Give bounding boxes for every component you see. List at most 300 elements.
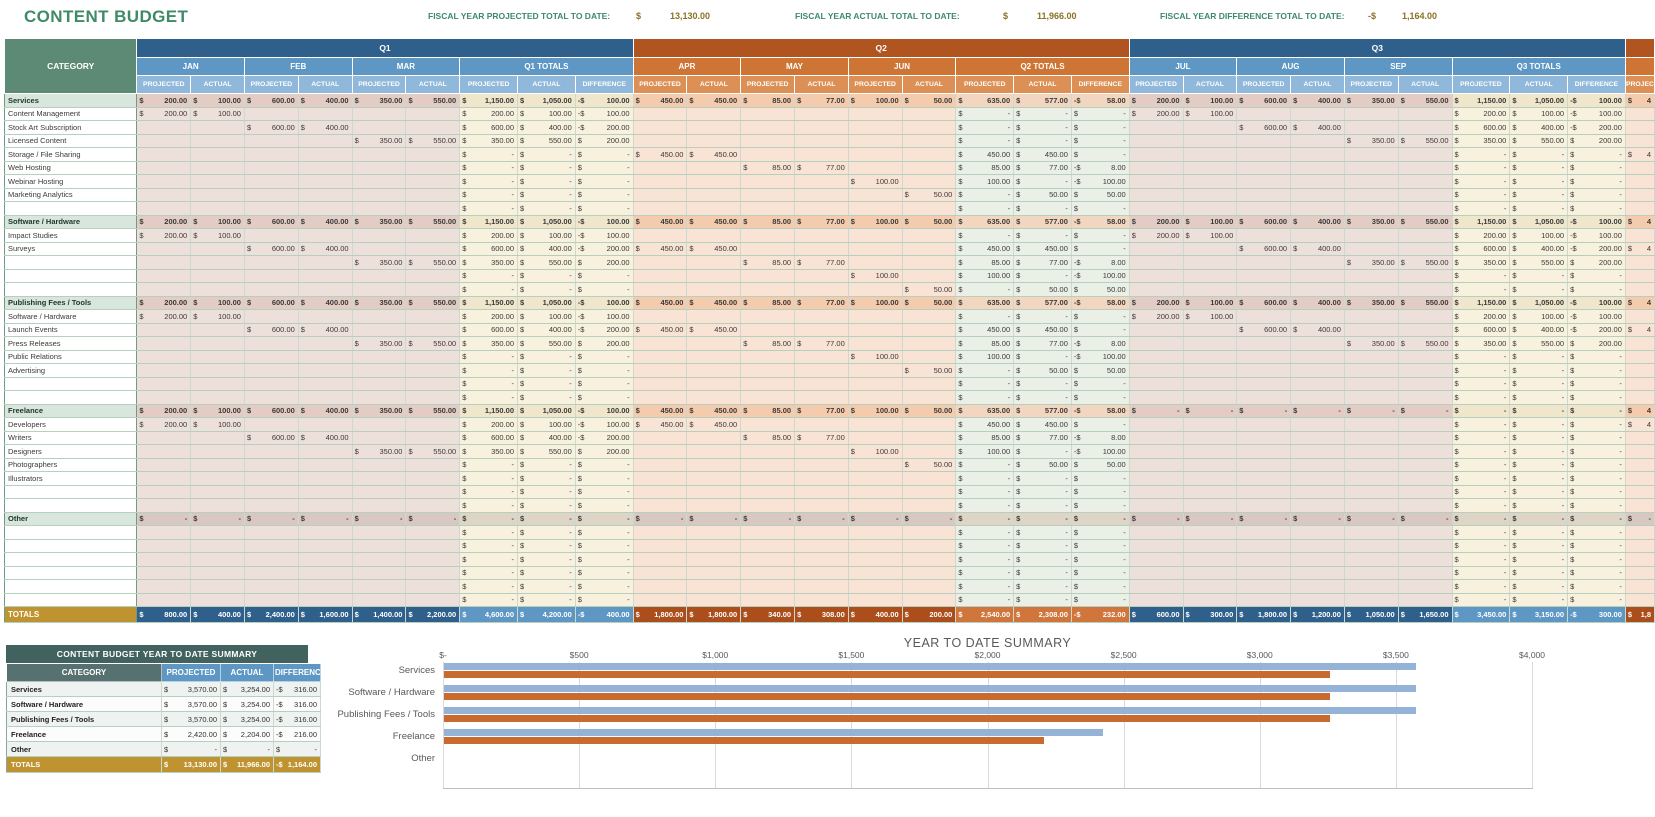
data-cell[interactable] bbox=[1398, 485, 1452, 499]
data-cell[interactable] bbox=[1398, 445, 1452, 459]
data-cell[interactable] bbox=[1183, 431, 1237, 445]
data-cell[interactable] bbox=[1398, 188, 1452, 202]
data-cell[interactable]: $ 1,8 bbox=[1625, 607, 1654, 623]
data-cell[interactable] bbox=[687, 188, 741, 202]
data-cell[interactable]: $ 4 bbox=[1625, 148, 1654, 162]
data-cell[interactable]: $ - bbox=[1291, 512, 1345, 526]
data-cell[interactable]: $ - bbox=[1568, 404, 1626, 418]
data-cell[interactable] bbox=[902, 485, 956, 499]
data-cell[interactable] bbox=[1237, 377, 1291, 391]
data-cell[interactable] bbox=[902, 269, 956, 283]
data-cell[interactable] bbox=[352, 148, 406, 162]
data-cell[interactable]: $ 600.00 bbox=[1237, 242, 1291, 256]
data-cell[interactable]: $ 550.00 bbox=[406, 256, 460, 270]
data-cell[interactable] bbox=[1344, 202, 1398, 216]
data-cell[interactable] bbox=[848, 431, 902, 445]
data-cell[interactable] bbox=[633, 350, 687, 364]
data-cell[interactable]: $ 635.00 bbox=[956, 404, 1014, 418]
data-cell[interactable]: $ 100.00 bbox=[1183, 310, 1237, 324]
data-cell[interactable]: $ - bbox=[575, 580, 633, 594]
data-cell[interactable]: $ - bbox=[1452, 566, 1510, 580]
data-cell[interactable] bbox=[1344, 377, 1398, 391]
data-cell[interactable] bbox=[244, 580, 298, 594]
data-cell[interactable]: $ 77.00 bbox=[1014, 256, 1072, 270]
data-cell[interactable]: $ - bbox=[1568, 553, 1626, 567]
data-cell[interactable] bbox=[352, 188, 406, 202]
data-cell[interactable] bbox=[298, 175, 352, 189]
data-cell[interactable] bbox=[1398, 202, 1452, 216]
data-cell[interactable] bbox=[191, 566, 245, 580]
data-cell[interactable] bbox=[352, 539, 406, 553]
data-cell[interactable]: $ 200.00 bbox=[137, 404, 191, 418]
data-cell[interactable]: $ 100.00 bbox=[956, 175, 1014, 189]
data-cell[interactable]: $ 1,150.00 bbox=[1452, 94, 1510, 108]
data-cell[interactable] bbox=[1625, 431, 1654, 445]
data-cell[interactable]: $ - bbox=[575, 539, 633, 553]
data-cell[interactable]: $ - bbox=[460, 283, 518, 297]
data-cell[interactable] bbox=[848, 539, 902, 553]
data-cell[interactable]: -$ 100.00 bbox=[1568, 296, 1626, 310]
subcolumn-header[interactable]: PROJECTED bbox=[1129, 76, 1183, 94]
data-cell[interactable] bbox=[741, 539, 795, 553]
data-cell[interactable] bbox=[1291, 472, 1345, 486]
month-header-partial[interactable] bbox=[1625, 58, 1654, 76]
data-cell[interactable]: $ 77.00 bbox=[795, 296, 849, 310]
data-cell[interactable] bbox=[137, 337, 191, 351]
data-cell[interactable] bbox=[741, 566, 795, 580]
data-cell[interactable] bbox=[298, 566, 352, 580]
data-cell[interactable] bbox=[848, 418, 902, 432]
data-cell[interactable] bbox=[1237, 256, 1291, 270]
data-cell[interactable] bbox=[352, 377, 406, 391]
data-cell[interactable] bbox=[352, 566, 406, 580]
data-cell[interactable] bbox=[902, 323, 956, 337]
data-cell[interactable] bbox=[1625, 391, 1654, 405]
data-cell[interactable] bbox=[1344, 458, 1398, 472]
data-cell[interactable] bbox=[406, 310, 460, 324]
data-cell[interactable]: $ 50.00 bbox=[1071, 458, 1129, 472]
data-cell[interactable] bbox=[1625, 310, 1654, 324]
data-cell[interactable] bbox=[1625, 580, 1654, 594]
data-cell[interactable] bbox=[902, 377, 956, 391]
data-cell[interactable] bbox=[848, 188, 902, 202]
data-cell[interactable]: $ 200.00 bbox=[1568, 134, 1626, 148]
data-cell[interactable]: $ - bbox=[1568, 593, 1626, 607]
data-cell[interactable]: -$ 100.00 bbox=[575, 404, 633, 418]
data-cell[interactable]: $ - bbox=[1014, 377, 1072, 391]
data-cell[interactable]: $ 800.00 bbox=[137, 607, 191, 623]
data-cell[interactable]: -$ 300.00 bbox=[1568, 607, 1626, 623]
data-cell[interactable] bbox=[687, 539, 741, 553]
data-cell[interactable]: $ 600.00 bbox=[244, 296, 298, 310]
data-cell[interactable]: $ 350.00 bbox=[352, 215, 406, 229]
data-cell[interactable] bbox=[1291, 161, 1345, 175]
data-cell[interactable] bbox=[1129, 458, 1183, 472]
data-cell[interactable]: $ 550.00 bbox=[1398, 134, 1452, 148]
subcolumn-header[interactable]: PROJECTED bbox=[137, 76, 191, 94]
data-cell[interactable] bbox=[687, 458, 741, 472]
data-cell[interactable]: $ 200.00 bbox=[1568, 337, 1626, 351]
data-cell[interactable]: $ 50.00 bbox=[902, 364, 956, 378]
data-cell[interactable]: $ 200.00 bbox=[575, 256, 633, 270]
data-cell[interactable]: $ 600.00 bbox=[244, 94, 298, 108]
data-cell[interactable]: $ 550.00 bbox=[1510, 134, 1568, 148]
data-cell[interactable]: $ - bbox=[518, 472, 576, 486]
summary-actual-cell[interactable]: $ - bbox=[221, 742, 274, 757]
data-cell[interactable] bbox=[1129, 539, 1183, 553]
data-cell[interactable]: $ - bbox=[1510, 431, 1568, 445]
data-cell[interactable] bbox=[137, 134, 191, 148]
data-cell[interactable] bbox=[1291, 202, 1345, 216]
data-cell[interactable] bbox=[137, 323, 191, 337]
data-cell[interactable] bbox=[633, 526, 687, 540]
data-cell[interactable] bbox=[902, 148, 956, 162]
data-cell[interactable]: $ - bbox=[1129, 404, 1183, 418]
subcolumn-header[interactable]: DIFFERENCE bbox=[1071, 76, 1129, 94]
data-cell[interactable] bbox=[902, 229, 956, 243]
data-cell[interactable] bbox=[298, 283, 352, 297]
row-label-cell[interactable]: Web Hosting bbox=[5, 161, 137, 175]
data-cell[interactable] bbox=[795, 269, 849, 283]
data-cell[interactable] bbox=[1291, 485, 1345, 499]
data-cell[interactable] bbox=[406, 121, 460, 135]
data-cell[interactable]: $ 1,050.00 bbox=[1510, 296, 1568, 310]
row-label-cell[interactable]: Content Management bbox=[5, 107, 137, 121]
data-cell[interactable] bbox=[902, 431, 956, 445]
data-cell[interactable]: $ 350.00 bbox=[352, 445, 406, 459]
data-cell[interactable]: $ 100.00 bbox=[956, 269, 1014, 283]
data-cell[interactable] bbox=[848, 499, 902, 513]
data-cell[interactable]: $ - bbox=[1568, 445, 1626, 459]
data-cell[interactable]: $ - bbox=[902, 512, 956, 526]
data-cell[interactable]: $ - bbox=[460, 377, 518, 391]
data-cell[interactable] bbox=[137, 485, 191, 499]
data-cell[interactable]: $ - bbox=[1071, 553, 1129, 567]
data-cell[interactable]: $ 100.00 bbox=[956, 445, 1014, 459]
data-cell[interactable]: -$ 100.00 bbox=[1071, 269, 1129, 283]
data-cell[interactable] bbox=[1183, 242, 1237, 256]
data-cell[interactable]: -$ 100.00 bbox=[1568, 107, 1626, 121]
data-cell[interactable]: $ 77.00 bbox=[1014, 431, 1072, 445]
data-cell[interactable] bbox=[1183, 323, 1237, 337]
data-cell[interactable]: $ 200.00 bbox=[1129, 107, 1183, 121]
data-cell[interactable]: $ 450.00 bbox=[956, 148, 1014, 162]
data-cell[interactable]: $ - bbox=[298, 512, 352, 526]
data-cell[interactable]: $ 85.00 bbox=[741, 161, 795, 175]
data-cell[interactable]: $ - bbox=[1014, 512, 1072, 526]
data-cell[interactable] bbox=[1625, 283, 1654, 297]
data-cell[interactable] bbox=[1183, 580, 1237, 594]
data-cell[interactable] bbox=[1183, 418, 1237, 432]
data-cell[interactable]: $ 85.00 bbox=[741, 431, 795, 445]
data-cell[interactable] bbox=[795, 593, 849, 607]
data-cell[interactable] bbox=[406, 242, 460, 256]
data-cell[interactable]: $ 50.00 bbox=[1071, 364, 1129, 378]
data-cell[interactable] bbox=[1237, 566, 1291, 580]
data-cell[interactable]: $ 400.00 bbox=[298, 431, 352, 445]
data-cell[interactable] bbox=[406, 188, 460, 202]
data-cell[interactable] bbox=[137, 283, 191, 297]
data-cell[interactable] bbox=[244, 458, 298, 472]
data-cell[interactable] bbox=[406, 283, 460, 297]
data-cell[interactable]: $ 350.00 bbox=[1344, 256, 1398, 270]
data-cell[interactable]: $ 50.00 bbox=[902, 188, 956, 202]
data-cell[interactable] bbox=[244, 539, 298, 553]
data-cell[interactable]: $ 300.00 bbox=[1183, 607, 1237, 623]
data-cell[interactable]: $ 100.00 bbox=[848, 445, 902, 459]
data-cell[interactable]: $ - bbox=[1510, 526, 1568, 540]
data-cell[interactable] bbox=[1183, 161, 1237, 175]
data-cell[interactable] bbox=[1344, 229, 1398, 243]
month-header[interactable]: FEB bbox=[244, 58, 352, 76]
data-cell[interactable] bbox=[633, 175, 687, 189]
data-cell[interactable] bbox=[687, 377, 741, 391]
data-cell[interactable] bbox=[687, 526, 741, 540]
data-cell[interactable] bbox=[1398, 175, 1452, 189]
data-cell[interactable]: $ 350.00 bbox=[1344, 296, 1398, 310]
data-cell[interactable] bbox=[406, 539, 460, 553]
data-cell[interactable]: $ - bbox=[741, 512, 795, 526]
data-cell[interactable]: $ 85.00 bbox=[741, 256, 795, 270]
ytd-summary-chart[interactable] bbox=[230, 636, 1560, 817]
data-cell[interactable] bbox=[1625, 364, 1654, 378]
data-cell[interactable] bbox=[902, 566, 956, 580]
data-cell[interactable]: $ - bbox=[518, 364, 576, 378]
data-cell[interactable]: $ - bbox=[1071, 242, 1129, 256]
data-cell[interactable]: $ 400.00 bbox=[1510, 242, 1568, 256]
data-cell[interactable] bbox=[1183, 391, 1237, 405]
data-cell[interactable] bbox=[741, 391, 795, 405]
data-cell[interactable] bbox=[298, 526, 352, 540]
data-cell[interactable]: $ - bbox=[1014, 229, 1072, 243]
summary-category-cell[interactable]: Other bbox=[7, 742, 162, 757]
data-cell[interactable]: $ 1,800.00 bbox=[687, 607, 741, 623]
subcolumn-header[interactable]: ACTUAL bbox=[1510, 76, 1568, 94]
data-cell[interactable]: $ 550.00 bbox=[1398, 337, 1452, 351]
data-cell[interactable]: $ - bbox=[1510, 148, 1568, 162]
data-cell[interactable]: $ - bbox=[1014, 134, 1072, 148]
data-cell[interactable] bbox=[1129, 188, 1183, 202]
data-cell[interactable] bbox=[795, 580, 849, 594]
summary-category-cell[interactable]: Software / Hardware bbox=[7, 697, 162, 712]
quarter-totals-header[interactable]: Q3 TOTALS bbox=[1452, 58, 1625, 76]
data-cell[interactable] bbox=[902, 256, 956, 270]
data-cell[interactable] bbox=[406, 526, 460, 540]
data-cell[interactable]: $ - bbox=[1014, 121, 1072, 135]
data-cell[interactable]: $ 85.00 bbox=[956, 256, 1014, 270]
data-cell[interactable] bbox=[1291, 229, 1345, 243]
data-cell[interactable]: $ 577.00 bbox=[1014, 94, 1072, 108]
data-cell[interactable]: $ - bbox=[1014, 202, 1072, 216]
data-cell[interactable] bbox=[902, 445, 956, 459]
data-cell[interactable]: $ 450.00 bbox=[633, 296, 687, 310]
data-cell[interactable]: $ 600.00 bbox=[460, 323, 518, 337]
data-cell[interactable] bbox=[1344, 310, 1398, 324]
data-cell[interactable] bbox=[406, 593, 460, 607]
data-cell[interactable] bbox=[352, 269, 406, 283]
data-cell[interactable] bbox=[848, 377, 902, 391]
data-cell[interactable] bbox=[902, 121, 956, 135]
data-cell[interactable]: $ 4,600.00 bbox=[460, 607, 518, 623]
data-cell[interactable]: $ 600.00 bbox=[244, 242, 298, 256]
data-cell[interactable] bbox=[687, 391, 741, 405]
data-cell[interactable]: $ 400.00 bbox=[298, 215, 352, 229]
data-cell[interactable] bbox=[687, 580, 741, 594]
data-cell[interactable]: -$ 58.00 bbox=[1071, 215, 1129, 229]
row-label-cell[interactable]: Illustrators bbox=[5, 472, 137, 486]
data-cell[interactable] bbox=[795, 310, 849, 324]
data-cell[interactable] bbox=[1183, 202, 1237, 216]
data-cell[interactable]: $ 200.00 bbox=[137, 418, 191, 432]
subcolumn-header[interactable]: PROJECTED bbox=[848, 76, 902, 94]
summary-category-cell[interactable]: Services bbox=[7, 682, 162, 697]
data-cell[interactable]: -$ 100.00 bbox=[1568, 310, 1626, 324]
data-cell[interactable]: $ - bbox=[352, 512, 406, 526]
data-cell[interactable]: $ - bbox=[1014, 553, 1072, 567]
row-label-cell[interactable] bbox=[5, 256, 137, 270]
data-cell[interactable]: $ - bbox=[575, 458, 633, 472]
data-cell[interactable]: $ 2,540.00 bbox=[956, 607, 1014, 623]
data-cell[interactable]: $ 200.00 bbox=[1452, 229, 1510, 243]
data-cell[interactable]: $ - bbox=[1071, 377, 1129, 391]
data-cell[interactable]: $ - bbox=[1568, 202, 1626, 216]
data-cell[interactable]: $ - bbox=[1452, 499, 1510, 513]
data-cell[interactable]: $ 1,800.00 bbox=[633, 607, 687, 623]
data-cell[interactable] bbox=[244, 593, 298, 607]
data-cell[interactable]: $ 1,800.00 bbox=[1237, 607, 1291, 623]
data-cell[interactable] bbox=[687, 364, 741, 378]
data-cell[interactable] bbox=[1398, 580, 1452, 594]
data-cell[interactable]: $ - bbox=[1568, 512, 1626, 526]
data-cell[interactable] bbox=[1291, 539, 1345, 553]
data-cell[interactable] bbox=[1398, 148, 1452, 162]
data-cell[interactable] bbox=[191, 364, 245, 378]
data-cell[interactable] bbox=[633, 364, 687, 378]
data-cell[interactable] bbox=[1291, 310, 1345, 324]
data-cell[interactable]: $ 550.00 bbox=[518, 256, 576, 270]
data-cell[interactable] bbox=[406, 202, 460, 216]
data-cell[interactable] bbox=[633, 310, 687, 324]
data-cell[interactable]: -$ 58.00 bbox=[1071, 94, 1129, 108]
data-cell[interactable] bbox=[406, 350, 460, 364]
data-cell[interactable]: $ - bbox=[518, 175, 576, 189]
data-cell[interactable]: $ - bbox=[956, 526, 1014, 540]
data-cell[interactable] bbox=[244, 526, 298, 540]
data-cell[interactable] bbox=[1129, 283, 1183, 297]
subcolumn-header[interactable]: PROJECTED bbox=[1237, 76, 1291, 94]
data-cell[interactable] bbox=[298, 499, 352, 513]
data-cell[interactable] bbox=[244, 364, 298, 378]
data-cell[interactable] bbox=[633, 229, 687, 243]
data-cell[interactable] bbox=[795, 364, 849, 378]
data-cell[interactable]: $ 85.00 bbox=[956, 161, 1014, 175]
data-cell[interactable]: $ 50.00 bbox=[902, 215, 956, 229]
data-cell[interactable] bbox=[1237, 580, 1291, 594]
data-cell[interactable]: $ - bbox=[956, 580, 1014, 594]
data-cell[interactable]: $ 550.00 bbox=[406, 445, 460, 459]
data-cell[interactable]: $ 350.00 bbox=[352, 337, 406, 351]
data-cell[interactable] bbox=[795, 566, 849, 580]
data-cell[interactable] bbox=[137, 553, 191, 567]
data-cell[interactable] bbox=[1398, 391, 1452, 405]
data-cell[interactable] bbox=[1291, 175, 1345, 189]
data-cell[interactable] bbox=[902, 472, 956, 486]
data-cell[interactable]: $ 4 bbox=[1625, 323, 1654, 337]
data-cell[interactable]: $ - bbox=[1568, 188, 1626, 202]
subcolumn-header[interactable]: ACTUAL bbox=[902, 76, 956, 94]
data-cell[interactable] bbox=[1625, 553, 1654, 567]
data-cell[interactable] bbox=[633, 553, 687, 567]
quarter-totals-header[interactable]: Q1 TOTALS bbox=[460, 58, 633, 76]
data-cell[interactable] bbox=[848, 229, 902, 243]
data-cell[interactable] bbox=[633, 377, 687, 391]
data-cell[interactable]: $ - bbox=[1071, 580, 1129, 594]
data-cell[interactable] bbox=[244, 107, 298, 121]
data-cell[interactable]: $ - bbox=[575, 161, 633, 175]
data-cell[interactable]: $ 200.00 bbox=[137, 310, 191, 324]
subcolumn-header[interactable]: PROJECTED bbox=[956, 76, 1014, 94]
data-cell[interactable]: $ - bbox=[191, 512, 245, 526]
data-cell[interactable]: $ 100.00 bbox=[1510, 310, 1568, 324]
data-cell[interactable]: $ - bbox=[518, 148, 576, 162]
data-cell[interactable] bbox=[352, 472, 406, 486]
data-cell[interactable]: $ 1,150.00 bbox=[1452, 215, 1510, 229]
data-cell[interactable]: -$ 8.00 bbox=[1071, 161, 1129, 175]
data-cell[interactable]: $ 450.00 bbox=[687, 296, 741, 310]
data-cell[interactable]: $ 450.00 bbox=[956, 418, 1014, 432]
data-cell[interactable] bbox=[137, 539, 191, 553]
data-cell[interactable]: $ - bbox=[1510, 580, 1568, 594]
data-cell[interactable]: $ - bbox=[1071, 229, 1129, 243]
data-cell[interactable] bbox=[848, 121, 902, 135]
data-cell[interactable]: $ 550.00 bbox=[518, 445, 576, 459]
data-cell[interactable]: $ 350.00 bbox=[1452, 134, 1510, 148]
data-cell[interactable]: $ - bbox=[460, 580, 518, 594]
subcolumn-header[interactable]: PROJECTED bbox=[460, 76, 518, 94]
data-cell[interactable] bbox=[1398, 499, 1452, 513]
data-cell[interactable] bbox=[1129, 526, 1183, 540]
data-cell[interactable] bbox=[795, 121, 849, 135]
data-cell[interactable] bbox=[741, 310, 795, 324]
data-cell[interactable]: $ 450.00 bbox=[1014, 418, 1072, 432]
data-cell[interactable] bbox=[1129, 566, 1183, 580]
data-cell[interactable] bbox=[902, 134, 956, 148]
data-cell[interactable] bbox=[741, 485, 795, 499]
data-cell[interactable] bbox=[687, 553, 741, 567]
data-cell[interactable] bbox=[1398, 472, 1452, 486]
data-cell[interactable]: $ 200.00 bbox=[137, 296, 191, 310]
data-cell[interactable]: $ 1,050.00 bbox=[518, 296, 576, 310]
data-cell[interactable] bbox=[1237, 269, 1291, 283]
data-cell[interactable]: $ 350.00 bbox=[460, 445, 518, 459]
data-cell[interactable] bbox=[1625, 377, 1654, 391]
data-cell[interactable] bbox=[1291, 553, 1345, 567]
data-cell[interactable] bbox=[406, 485, 460, 499]
data-cell[interactable]: $ 600.00 bbox=[1452, 323, 1510, 337]
data-cell[interactable]: $ 600.00 bbox=[1237, 121, 1291, 135]
data-cell[interactable]: $ 400.00 bbox=[518, 121, 576, 135]
data-cell[interactable]: $ - bbox=[518, 499, 576, 513]
data-cell[interactable]: -$ 400.00 bbox=[575, 607, 633, 623]
data-cell[interactable]: $ 550.00 bbox=[518, 337, 576, 351]
data-cell[interactable] bbox=[1291, 580, 1345, 594]
data-cell[interactable] bbox=[902, 580, 956, 594]
data-cell[interactable]: $ - bbox=[575, 175, 633, 189]
data-cell[interactable]: $ - bbox=[1568, 539, 1626, 553]
data-cell[interactable]: $ 350.00 bbox=[352, 94, 406, 108]
data-cell[interactable] bbox=[1183, 256, 1237, 270]
data-cell[interactable]: $ 550.00 bbox=[1510, 337, 1568, 351]
